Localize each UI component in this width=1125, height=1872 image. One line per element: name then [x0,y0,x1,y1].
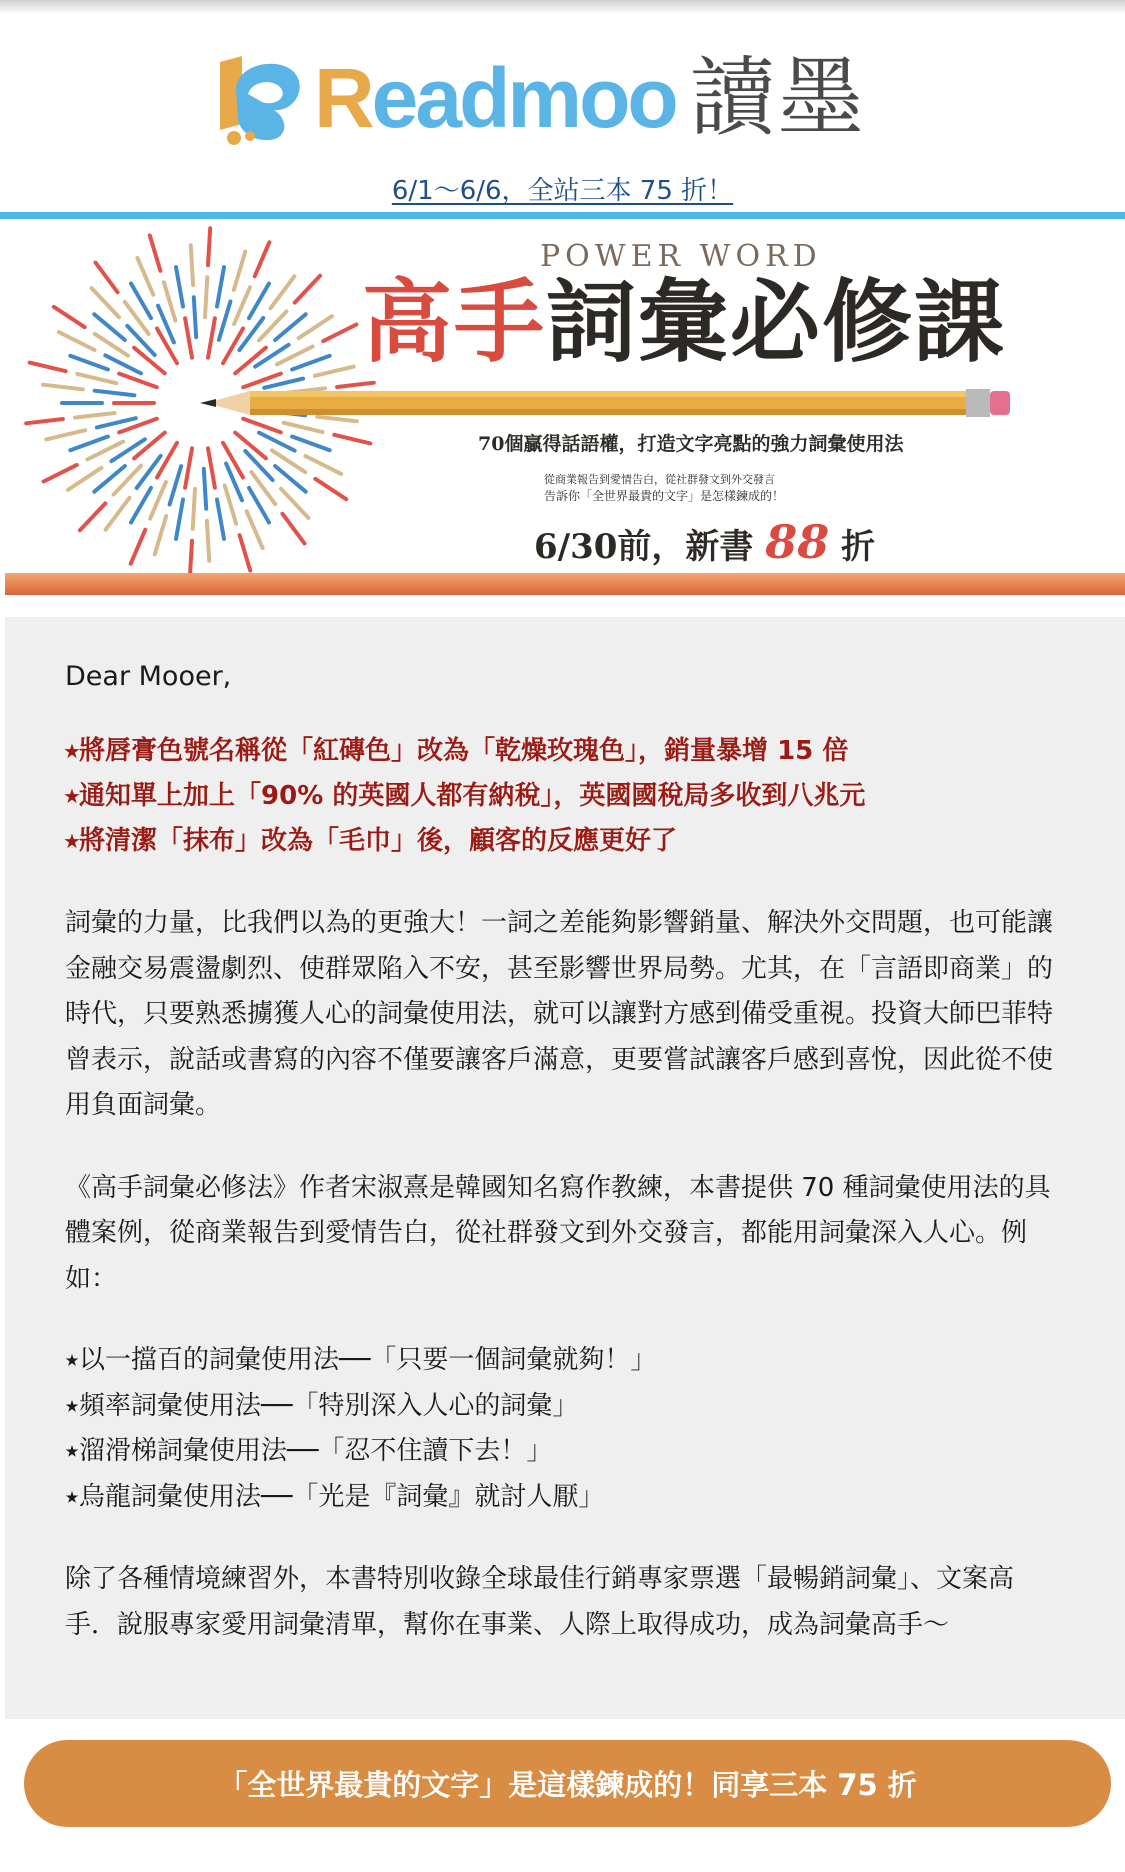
paragraph-intro: 詞彙的力量，比我們以為的更強大！一詞之差能夠影響銷量、解決外交問題，也可能讓金融交易震盪劇烈、使群眾陷入不安，甚至影響世界局勢。尤其，在「言語即商業」的時代，只要熟悉擄獲人心的詞彙使用法，就可以讓對方感到備受重視。投資大師巴菲特曾表示，說話或書寫的內容不僅要讓客戶滿意，更要嘗試讓客戶感到喜悅，因此從不使用負面詞彙。 [65,908,1054,1120]
paragraph-closing: 除了各種情境練習外，本書特別收錄全球最佳行銷專家票選「最暢銷詞彙」、文案高手．說服專家愛用詞彙清單，幫你在事業、人際上取得成功，成為詞彙高手～ [65,1564,1015,1640]
highlight-list [65,729,1065,864]
banner-small-line-2: 告訴你「全世界最貴的文字」是怎樣鍊成的！ [544,489,785,503]
usage-item: ⭑溜滑梯詞彙使用法──「忍不住讀下去！」 [65,1436,553,1466]
logo-wordmark: Readmoo [314,51,676,145]
blue-divider [0,212,1125,219]
paragraph-author: 《高手詞彙必修法》作者宋淑熹是韓國知名寫作教練，本書提供 70 種詞彙使用法的具體案例，從商業報告到愛情告白，從社群發文到外交發言，都能用詞彙深入人心。例如： [65,1172,1051,1294]
orange-divider [5,573,1125,595]
promo-link[interactable]: 6/1～6/6，全站三本 75 折！ [391,176,734,206]
top-shadow [0,0,1125,14]
usage-item: ⭑以一擋百的詞彙使用法──「只要一個詞彙就夠！」 [65,1345,657,1375]
banner-power-word: POWER WORD [540,239,822,274]
email-body [5,617,1125,1719]
banner-small-line-1: 從商業報告到愛情告白，從社群發文到外交發言 [544,473,775,486]
usage-item: ⭑頻率詞彙使用法──「特別深入人心的詞彙」 [65,1390,579,1421]
logo-chinese: 讀墨 [689,48,866,148]
cta-button[interactable]: 「全世界最貴的文字」是這樣鍊成的！同享三本 75 折 [24,1740,1111,1827]
greeting: Dear Mooer, [65,661,232,692]
usage-list [65,1338,1065,1520]
banner-title: 高手詞彙必修課 [362,269,1006,375]
book-banner[interactable] [0,219,1125,593]
banner-deal: 6/30前，新書 88 折 [534,515,876,569]
highlight-item: ⭑將唇膏色號名稱從「紅磚色」改為「乾燥玫瑰色」，銷量暴增 15 倍 [65,736,849,766]
highlight-item: ⭑將清潔「抹布」改為「毛巾」後，顧客的反應更好了 [65,826,678,856]
usage-item: ⭑烏龍詞彙使用法──「光是『詞彙』就討人厭」 [65,1481,605,1512]
banner-subtitle: 70個贏得話語權，打造文字亮點的強力詞彙使用法 [478,433,904,455]
readmoo-mark-icon [214,50,306,146]
highlight-item: ⭑通知單上加上「90% 的英國人都有納稅」，英國國稅局多收到八兆元 [65,781,866,811]
readmoo-logo[interactable] [214,46,914,150]
